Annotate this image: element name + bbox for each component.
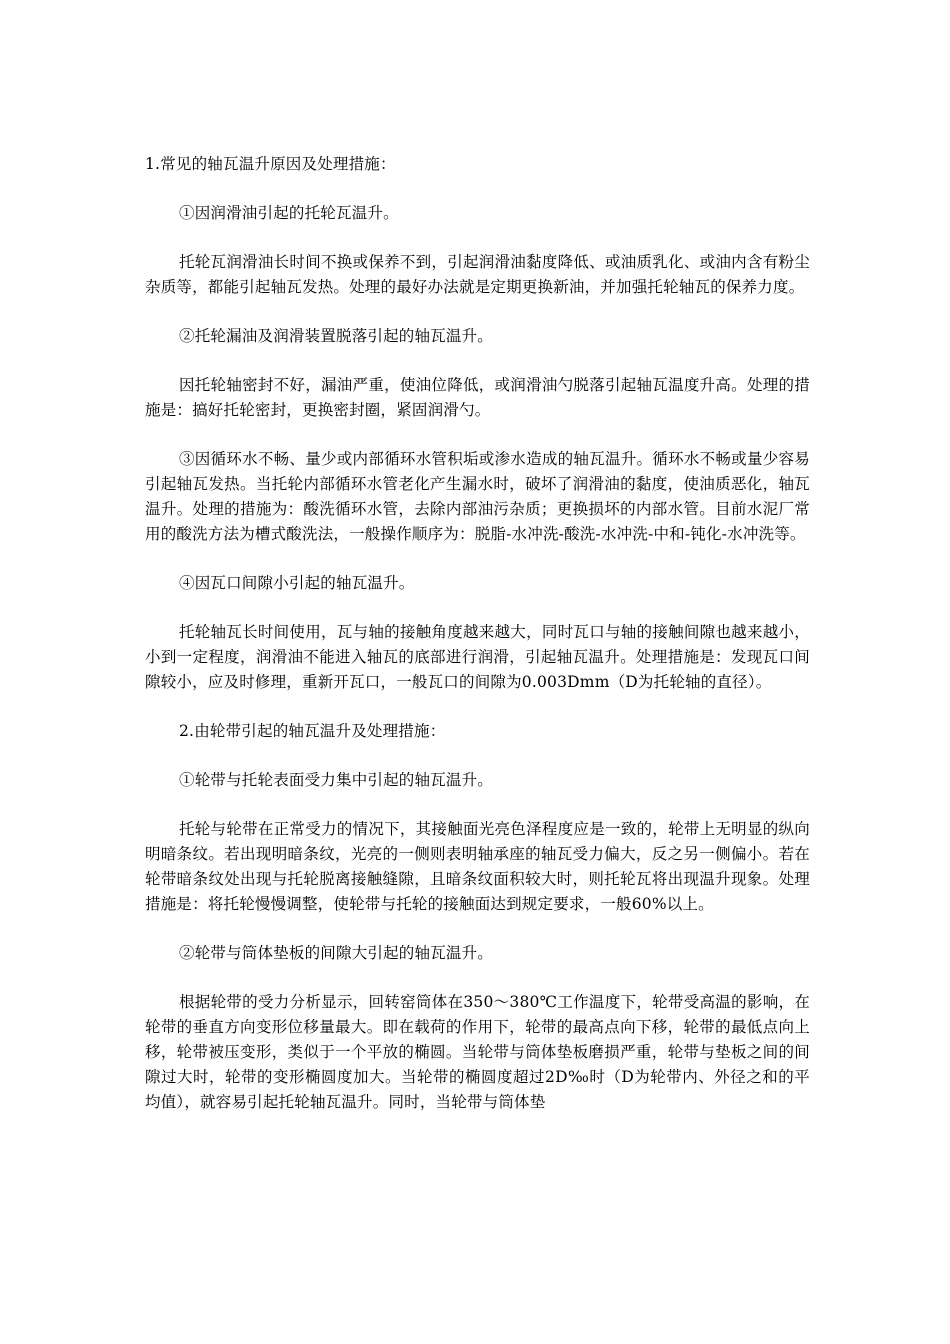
subsection-1b-heading: ②托轮漏油及润滑装置脱落引起的轴瓦温升。 [179,327,494,345]
subsection-2a-body: 托轮与轮带在正常受力的情况下，其接触面光亮色泽程度应是一致的，轮带上无明显的纵向明暗条纹。若出现明暗条纹，光亮的一侧则表明轴承座的轴瓦受力偏大，反之另一侧偏小。若在轮带暗条纹处出现与托轮脱离接触缝隙，且暗条纹面积较大时，则托轮瓦将出现温升现象。处理措施是：将托轮慢慢调整，使轮带与托轮的接触面达到规定要求，一般60%以上。 [145,820,810,913]
subsection-1b-body: 因托轮轴密封不好，漏油严重，使油位降低，或润滑油勺脱落引起轴瓦温度升高。处理的措施是：搞好托轮密封，更换密封圈，紧固润滑勺。 [145,376,810,419]
subsection-1c-paragraph: ③因循环水不畅、量少或内部循环水管积垢或渗水造成的轴瓦温升。循环水不畅或量少容易引起轴瓦发热。当托轮内部循环水管老化产生漏水时，破坏了润滑油的黏度，使油质恶化，轴瓦温升。处理的措施为：酸洗循环水管，去除内部油污杂质；更换损坏的内部水管。目前水泥厂常用的酸洗方法为槽式酸洗法，一般操作顺序为：脱脂-水冲洗-酸洗-水冲洗-中和-钝化-水冲洗等。 [145,450,810,543]
document-body [145,152,810,1115]
subsection-2b-heading: ②轮带与筒体垫板的间隙大引起的轴瓦温升。 [179,944,494,962]
subsection-2b-body: 根据轮带的受力分析显示，回转窑筒体在350～380℃工作温度下，轮带受高温的影响，在轮带的垂直方向变形位移量最大。即在载荷的作用下，轮带的最高点向下移，轮带的最低点向上移，轮带被压变形，类似于一个平放的椭圆。当轮带与筒体垫板磨损严重，轮带与垫板之间的间隙过大时，轮带的变形椭圆度加大。当轮带的椭圆度超过2D‰时（D为轮带内、外径之和的平均值），就容易引起托轮轴瓦温升。同时，当轮带与筒体垫 [145,993,810,1111]
subsection-1d-heading: ④因瓦口间隙小引起的轴瓦温升。 [179,574,415,592]
subsection-1a-heading: ①因润滑油引起的托轮瓦温升。 [179,204,399,222]
subsection-1a-body: 托轮瓦润滑油长时间不换或保养不到，引起润滑油黏度降低、或油质乳化、或油内含有粉尘杂质等，都能引起轴瓦发热。处理的最好办法就是定期更换新油，并加强托轮轴瓦的保养力度。 [145,253,810,296]
subsection-1d-body: 托轮轴瓦长时间使用，瓦与轴的接触角度越来越大，同时瓦口与轴的接触间隙也越来越小，小到一定程度，润滑油不能进入轴瓦的底部进行润滑，引起轴瓦温升。处理措施是：发现瓦口间隙较小，应及时修理，重新开瓦口，一般瓦口的间隙为0.003Dmm（D为托轮轴的直径）。 [145,623,810,691]
section-1-heading: 1.常见的轴瓦温升原因及处理措施： [145,155,396,173]
subsection-2a-heading: ①轮带与托轮表面受力集中引起的轴瓦温升。 [179,771,494,789]
section-2-heading: 2.由轮带引起的轴瓦温升及处理措施： [179,722,446,740]
